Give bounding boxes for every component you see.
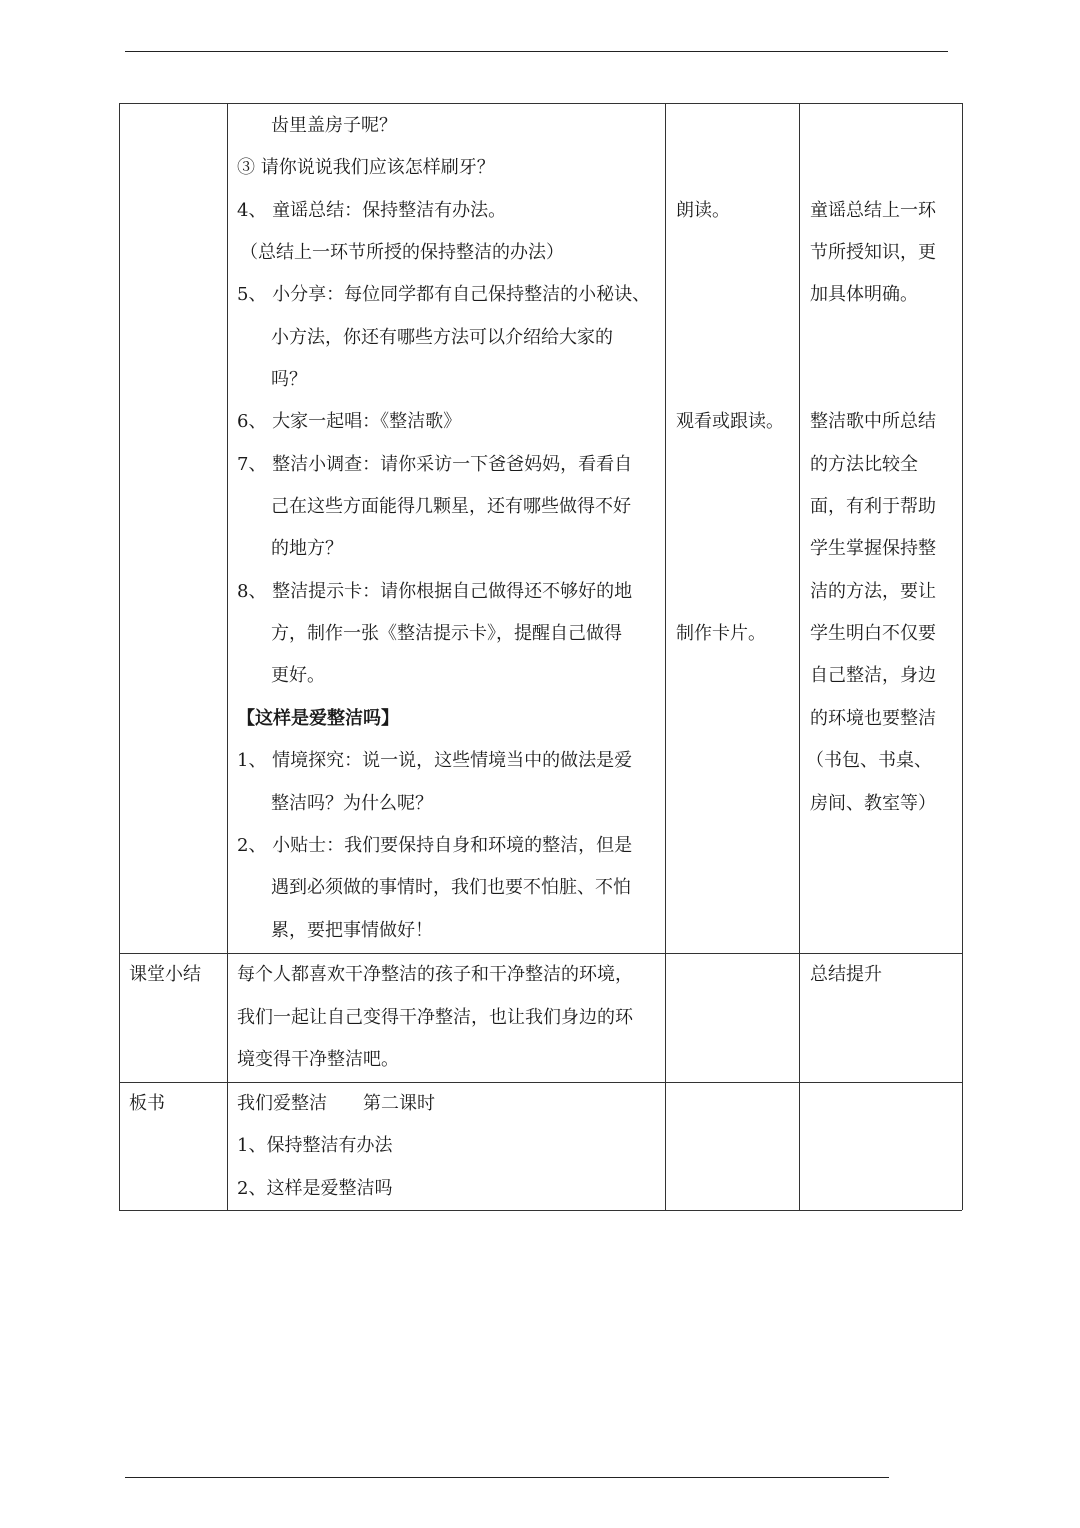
- intent-line: 房间、教室等）: [810, 793, 936, 814]
- table-border-col2: [665, 103, 666, 1210]
- board-line: 2、这样是爱整洁吗: [237, 1178, 393, 1199]
- table-border-top: [119, 103, 962, 104]
- content-line: 齿里盖房子呢？: [271, 115, 397, 136]
- summary-intent: 总结提升: [810, 964, 882, 985]
- intent-line: （书包、书桌、: [806, 750, 932, 771]
- board-line: 我们爱整洁 第二课时: [237, 1093, 435, 1114]
- summary-line: 每个人都喜欢干净整洁的孩子和干净整洁的环境，: [237, 964, 633, 985]
- summary-label: 课堂小结: [129, 964, 201, 985]
- summary-line: 我们一起让自己变得干净整洁，也让我们身边的环: [237, 1007, 633, 1028]
- content-line: 遇到必须做的事情时，我们也要不怕脏、不怕: [271, 877, 631, 898]
- table-border-row1: [119, 953, 962, 954]
- content-line: 5、 小分享：每位同学都有自己保持整洁的小秘诀、: [237, 284, 651, 305]
- table-border-bottom: [119, 1210, 962, 1211]
- table-border-row2: [119, 1082, 962, 1083]
- table-border-left: [119, 103, 120, 1210]
- intent-line: 面，有利于帮助: [810, 496, 936, 517]
- intent-line: 节所授知识，更: [810, 242, 936, 263]
- content-line: 6、 大家一起唱：《整洁歌》: [237, 411, 462, 432]
- content-line: 4、 童谣总结：保持整洁有办法。: [237, 200, 507, 221]
- table-border-col3: [799, 103, 800, 1210]
- intent-line: 的环境也要整洁: [810, 708, 936, 729]
- intent-line: 的方法比较全: [810, 454, 918, 475]
- intent-line: 自己整洁，身边: [810, 665, 936, 686]
- footer-rule: [125, 1477, 889, 1478]
- activity-text: 观看或跟读。: [676, 411, 784, 432]
- content-line: 7、 整洁小调查：请你采访一下爸爸妈妈，看看自: [237, 454, 633, 475]
- content-line: 整洁吗？为什么呢？: [271, 793, 433, 814]
- activity-text: 制作卡片。: [676, 623, 766, 644]
- content-line: 1、 情境探究：说一说，这些情境当中的做法是爱: [237, 750, 633, 771]
- content-line: 的地方？: [271, 538, 343, 559]
- summary-line: 境变得干净整洁吧。: [237, 1049, 399, 1070]
- section-heading: 【这样是爱整洁吗】: [237, 708, 399, 729]
- table-border-col1: [227, 103, 228, 1210]
- content-line: 2、 小贴士：我们要保持自身和环境的整洁，但是: [237, 835, 633, 856]
- intent-line: 学生明白不仅要: [810, 623, 936, 644]
- content-line: （总结上一环节所授的保持整洁的办法）: [240, 242, 564, 263]
- intent-line: 洁的方法，要让: [810, 581, 936, 602]
- board-line: 1、保持整洁有办法: [237, 1135, 393, 1156]
- content-line: 己在这些方面能得几颗星，还有哪些做得不好: [271, 496, 631, 517]
- intent-line: 童谣总结上一环: [810, 200, 936, 221]
- activity-text: 朗读。: [676, 200, 730, 221]
- content-line: 吗？: [271, 369, 307, 390]
- intent-line: 学生掌握保持整: [810, 538, 936, 559]
- content-line: 8、 整洁提示卡：请你根据自己做得还不够好的地: [237, 581, 633, 602]
- header-rule: [125, 51, 948, 52]
- table-border-right: [962, 103, 963, 1210]
- intent-line: 整洁歌中所总结: [810, 411, 936, 432]
- content-line: ③ 请你说说我们应该怎样刷牙？: [237, 157, 495, 178]
- content-line: 更好。: [271, 665, 325, 686]
- content-line: 小方法，你还有哪些方法可以介绍给大家的: [271, 327, 613, 348]
- intent-line: 加具体明确。: [810, 284, 918, 305]
- content-line: 累，要把事情做好！: [271, 920, 433, 941]
- content-line: 方，制作一张《整洁提示卡》，提醒自己做得: [271, 623, 622, 644]
- board-label: 板书: [129, 1093, 165, 1114]
